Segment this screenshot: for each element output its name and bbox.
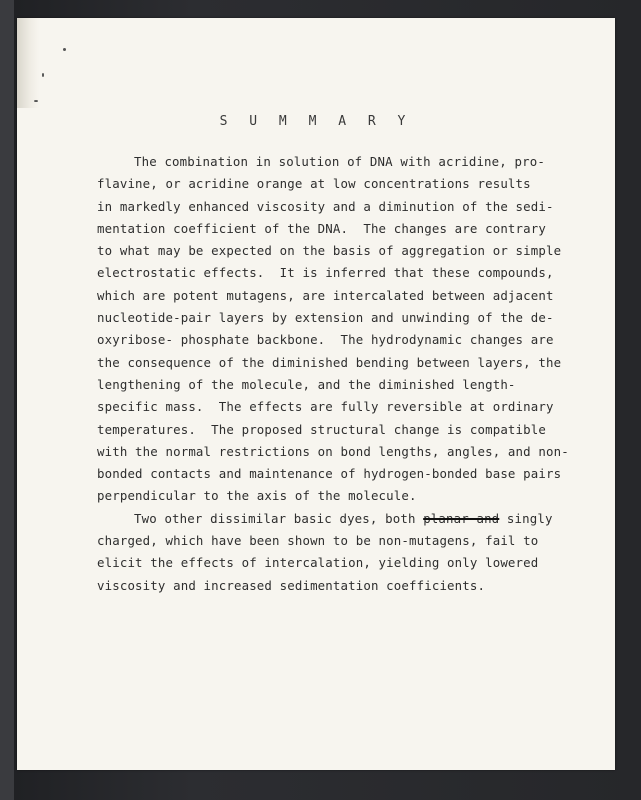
- text-line: to what may be expected on the basis of aggregation or simple: [97, 243, 562, 259]
- document-title: S U M M A R Y: [219, 114, 413, 129]
- text-line: oxyribose- phosphate backbone. The hydrodynamic changes are: [97, 332, 554, 348]
- paper-edge-shading: [17, 18, 39, 108]
- text-line: electrostatic effects. It is inferred that these compounds,: [97, 265, 554, 281]
- text-line: charged, which have been shown to be non-mutagens, fail to: [97, 533, 539, 549]
- paper-speck: [34, 100, 38, 102]
- text-line: nucleotide-pair layers by extension and unwinding of the de-: [97, 310, 554, 326]
- text-segment: Two other dissimilar basic dyes, both: [134, 510, 424, 526]
- struck-text: planar and: [423, 510, 500, 526]
- paper-speck: [63, 48, 66, 51]
- paper-speck: [42, 73, 44, 77]
- summary-body: [97, 151, 569, 597]
- text-line: with the normal restrictions on bond lengths, angles, and non-: [97, 443, 569, 459]
- text-line: viscosity and increased sedimentation coefficients.: [97, 577, 486, 593]
- text-line: in markedly enhanced viscosity and a diminution of the sedi-: [97, 198, 554, 214]
- text-line: The combination in solution of DNA with acridine, pro-: [134, 154, 545, 169]
- text-line: perpendicular to the axis of the molecule.: [97, 488, 417, 504]
- text-line: specific mass. The effects are fully reversible at ordinary: [97, 399, 554, 415]
- text-line: lengthening of the molecule, and the diminished length-: [97, 376, 516, 392]
- text-line: which are potent mutagens, are intercalated between adjacent: [97, 287, 554, 303]
- text-line: temperatures. The proposed structural change is compatible: [97, 421, 546, 437]
- text-line: mentation coefficient of the DNA. The changes are contrary: [97, 220, 546, 236]
- binder-edge: [0, 0, 14, 800]
- text-line: the consequence of the diminished bending between layers, the: [97, 354, 562, 370]
- text-line-with-strikethrough: [97, 508, 557, 530]
- text-line: flavine, or acridine orange at low concentrations results: [97, 176, 531, 192]
- text-line: bonded contacts and maintenance of hydrogen-bonded base pairs: [97, 466, 562, 482]
- text-line: elicit the effects of intercalation, yielding only lowered: [97, 555, 539, 571]
- text-segment: singly: [499, 510, 553, 526]
